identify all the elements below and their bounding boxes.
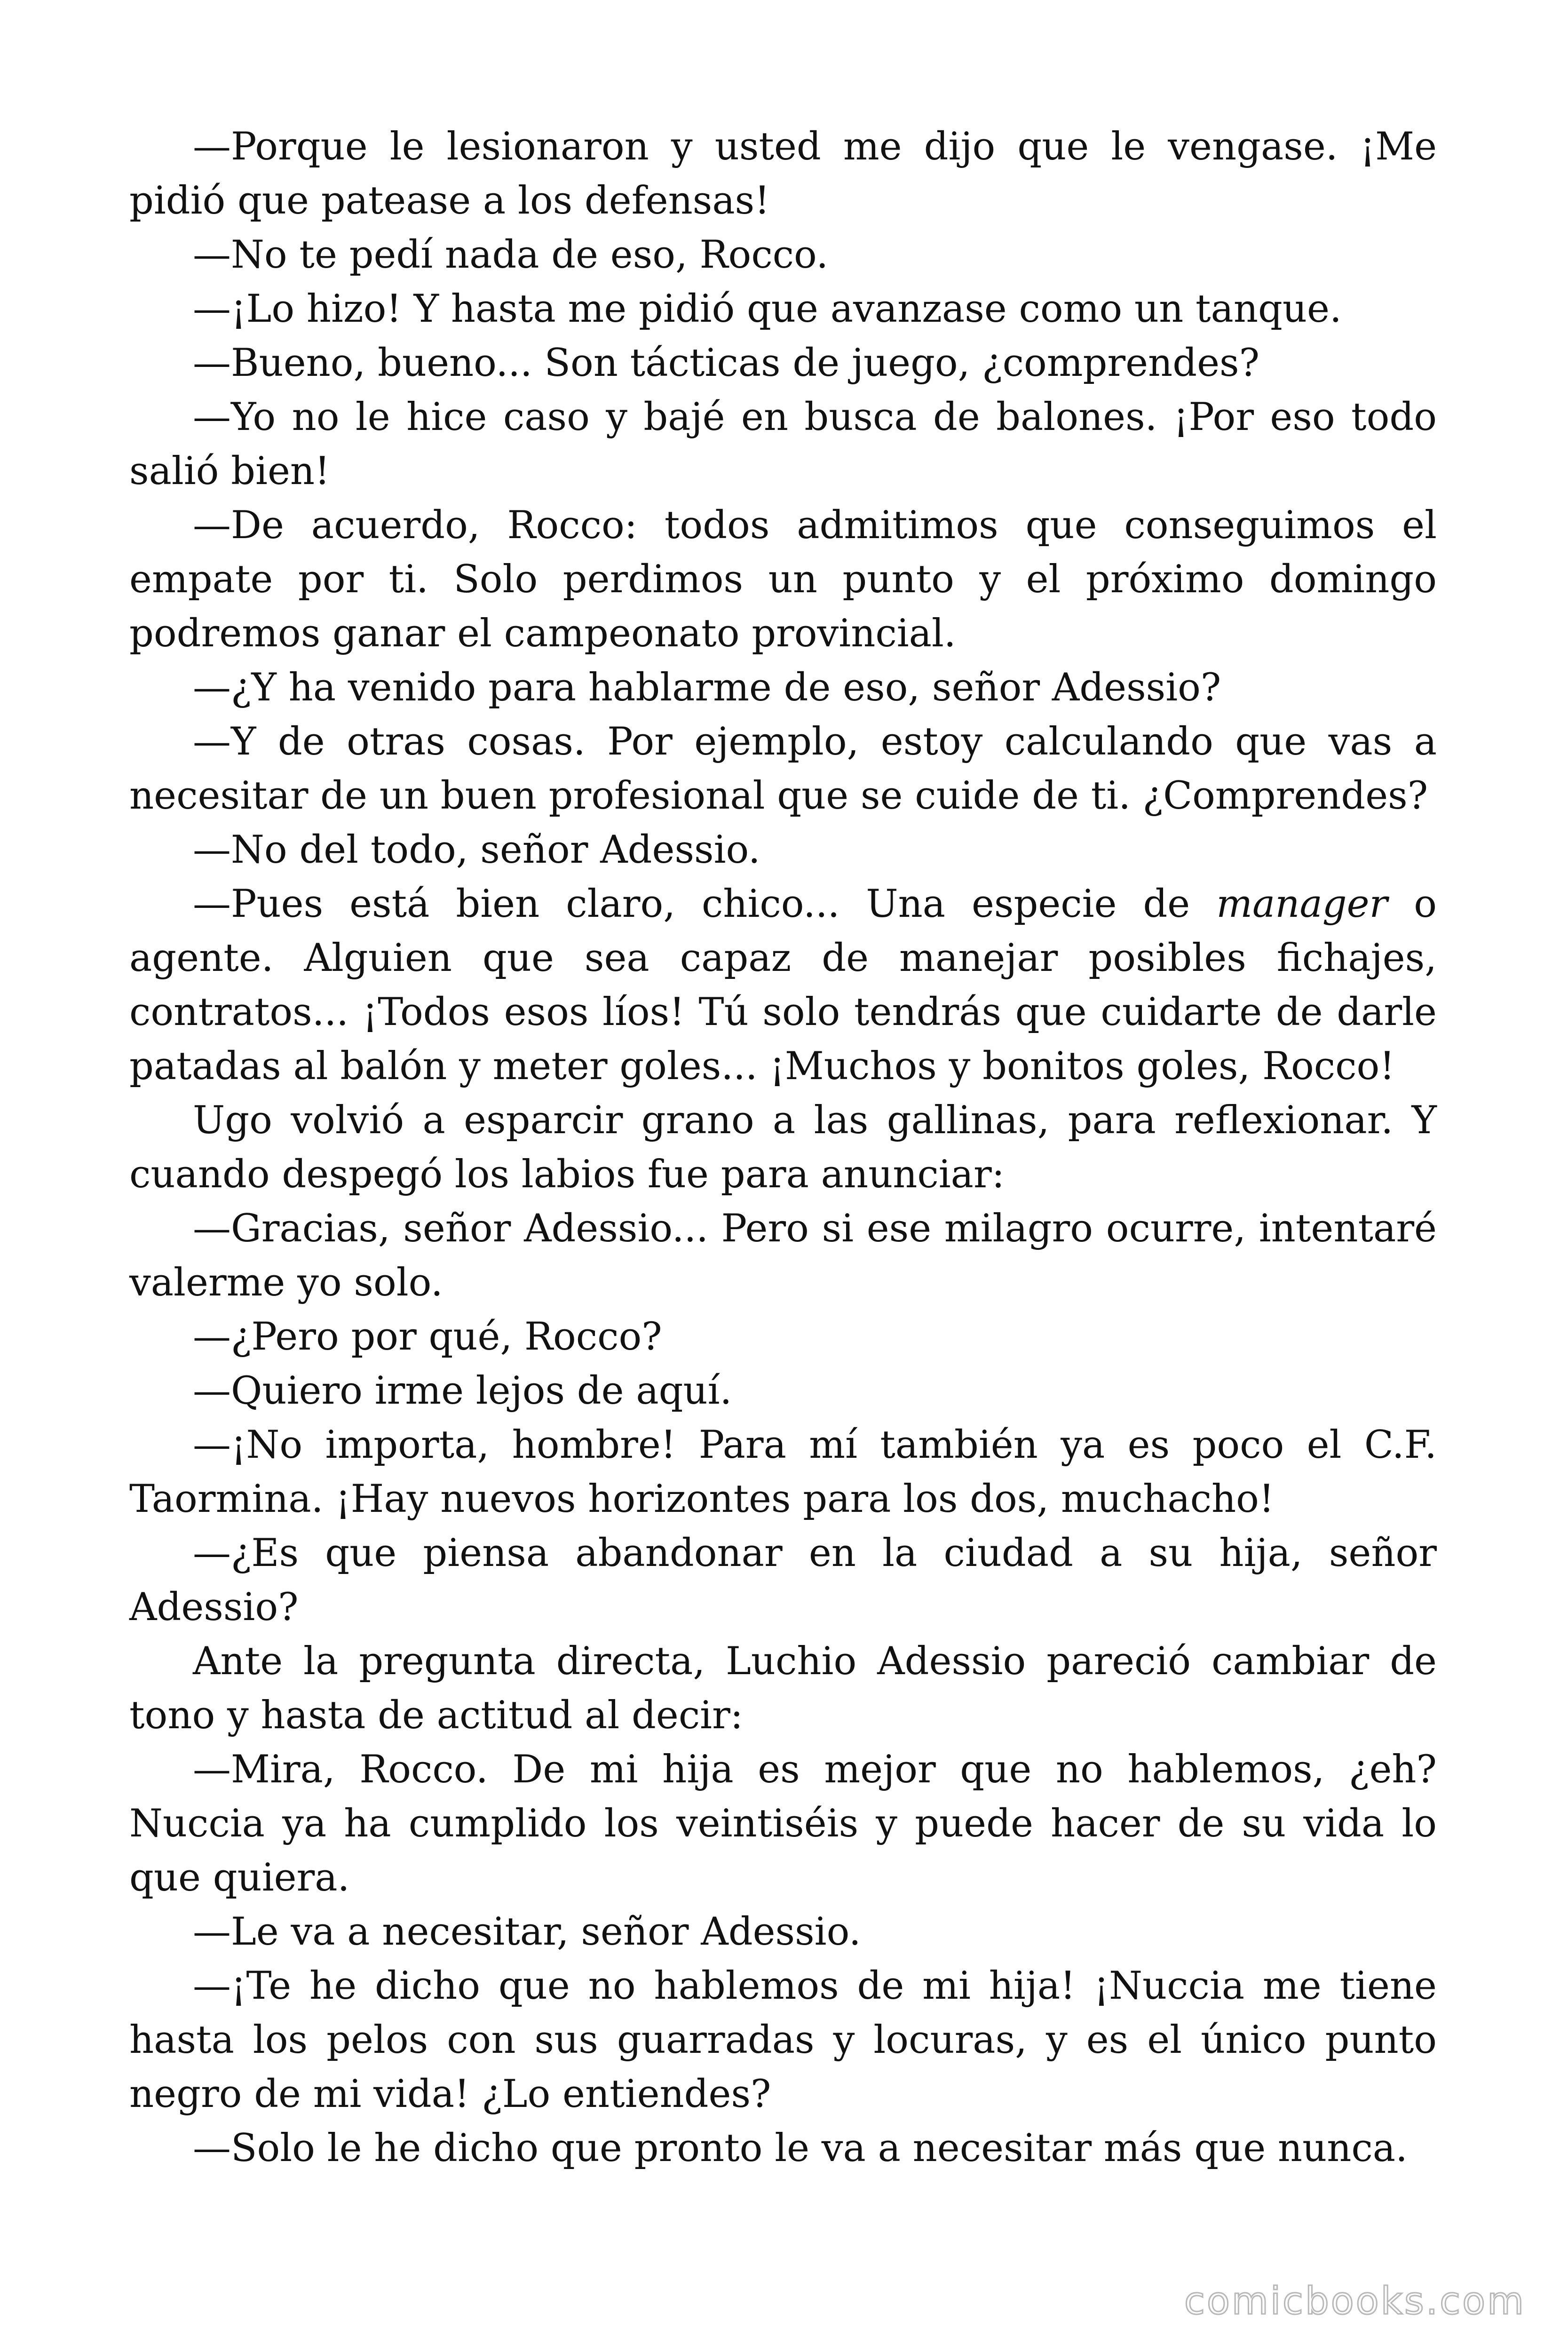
paragraph: —Yo no le hice caso y bajé en busca de balones. ¡Por eso todo salió bien! [129, 395, 1437, 493]
paragraph-text: o agente. Alguien que sea capaz de manejar posibles fichajes, contratos... ¡Todos esos líos! Tú solo tendrás que cuidarte de darle patadas al balón y meter goles... ¡Muchos y bonitos goles, Rocco! [129, 882, 1437, 1089]
paragraph: —¿Y ha venido para hablarme de eso, señor Adessio? [193, 666, 1221, 710]
paragraph: —Y de otras cosas. Por ejemplo, estoy calculando que vas a necesitar de un buen profesional que se cuide de ti. ¿Comprendes? [129, 720, 1437, 818]
paragraph: —Solo le he dicho que pronto le va a necesitar más que nunca. [193, 2126, 1408, 2170]
paragraph: —No te pedí nada de eso, Rocco. [193, 233, 829, 277]
paragraph-text: —Pues está bien claro, chico... Una especie de [193, 882, 1217, 926]
paragraph-with-italic [129, 877, 1437, 1094]
paragraph: —Quiero irme lejos de aquí. [193, 1369, 732, 1413]
paragraph: —¡Lo hizo! Y hasta me pidió que avanzase como un tanque. [193, 287, 1342, 331]
paragraph: —De acuerdo, Rocco: todos admitimos que conseguimos el empate por ti. Solo perdimos un punto y el próximo domingo podremos ganar el campeonato provincial. [129, 503, 1437, 656]
paragraph: —Porque le lesionaron y usted me dijo que le vengase. ¡Me pidió que patease a los defensas! [129, 125, 1437, 223]
paragraph: —Mira, Rocco. De mi hija es mejor que no hablemos, ¿eh? Nuccia ya ha cumplido los veintiséis y puede hacer de su vida lo que quiera. [129, 1748, 1437, 1900]
book-page-body [129, 120, 1437, 2176]
paragraph: —Gracias, señor Adessio... Pero si ese milagro ocurre, intentaré valerme yo solo. [129, 1207, 1437, 1305]
paragraph: —¿Es que piensa abandonar en la ciudad a su hija, señor Adessio? [129, 1531, 1437, 1629]
paragraph: —¡No importa, hombre! Para mí también ya es poco el C.F. Taormina. ¡Hay nuevos horizontes para los dos, muchacho! [129, 1423, 1437, 1521]
paragraph: —No del todo, señor Adessio. [193, 828, 760, 872]
paragraph: —Le va a necesitar, señor Adessio. [193, 1910, 861, 1954]
paragraph: —¿Pero por qué, Rocco? [193, 1315, 662, 1359]
site-watermark: comicbooks.com [1184, 2279, 1526, 2323]
paragraph: —Bueno, bueno... Son tácticas de juego, ¿comprendes? [193, 341, 1259, 385]
paragraph: Ugo volvió a esparcir grano a las gallinas, para reflexionar. Y cuando despegó los labios fue para anunciar: [129, 1098, 1437, 1197]
paragraph: Ante la pregunta directa, Luchio Adessio pareció cambiar de tono y hasta de actitud al decir: [129, 1639, 1437, 1738]
paragraph: —¡Te he dicho que no hablemos de mi hija! ¡Nuccia me tiene hasta los pelos con sus guarradas y locuras, y es el único punto negro de mi vida! ¿Lo entiendes? [129, 1964, 1437, 2116]
italic-term: manager [1216, 882, 1388, 926]
